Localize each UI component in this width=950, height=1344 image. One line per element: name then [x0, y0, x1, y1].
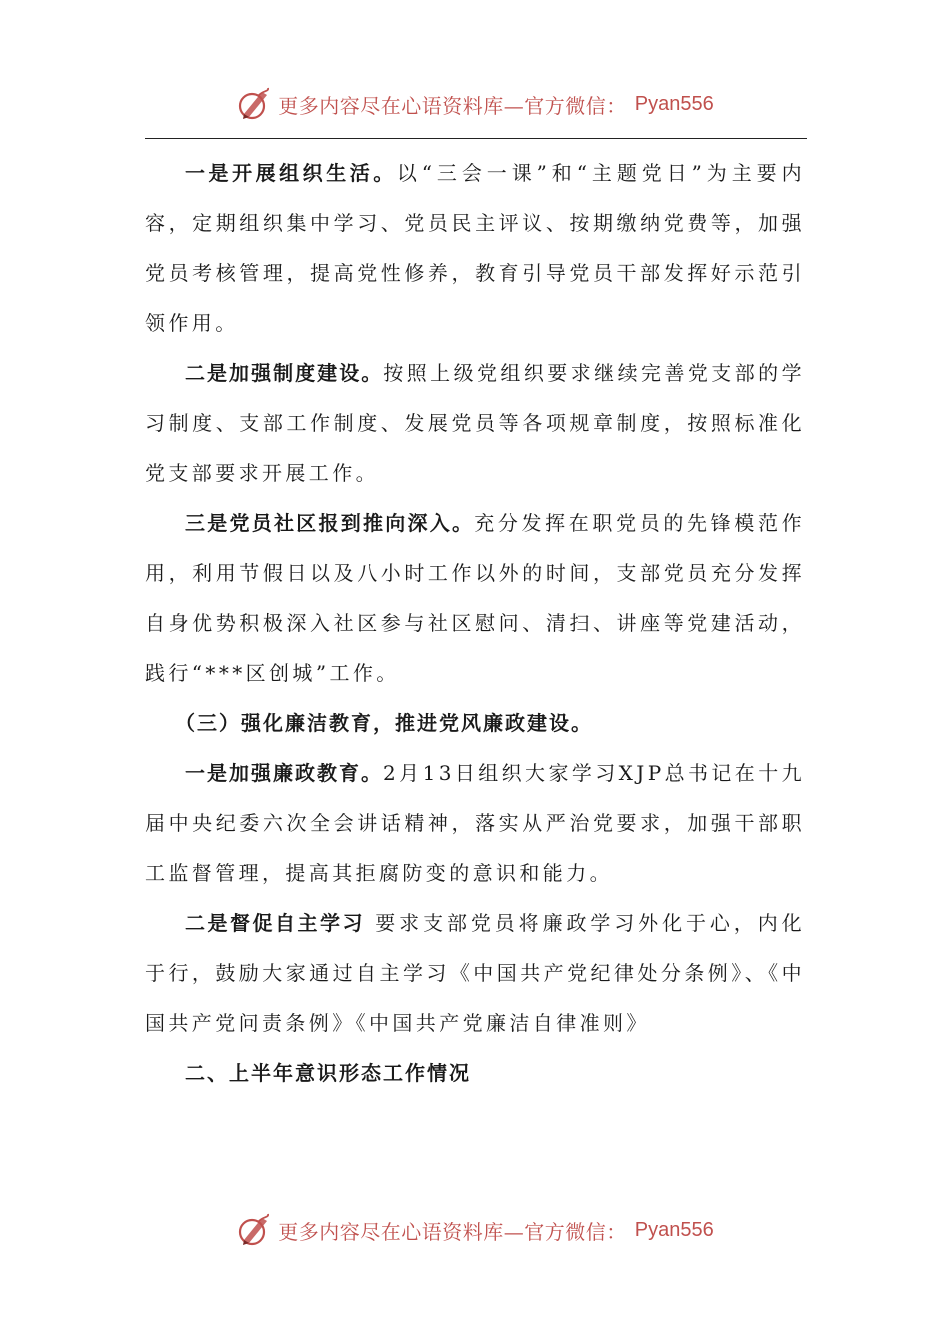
header-divider [145, 138, 807, 139]
paragraph-body: 2月13日组织大家学习XJP总书记在十九届中央纪委六次全会讲话精神，落实从严治党要求，加强干部职工监督管理，提高其拒腐防变的意识和能力。 [145, 761, 806, 885]
paragraph-lead: 二是加强制度建设。 [185, 361, 384, 385]
paragraph-body: 充分发挥在职党员的先锋模范作用，利用节假日以及八小时工作以外的时间，支部党员充分发挥自身优势积极深入社区参与社区慰问、清扫、讲座等党建活动，践行“***区创城”工作。 [145, 511, 805, 685]
pen-nib-logo-icon [236, 86, 272, 122]
header-banner-inner [236, 86, 713, 122]
footer-banner-inner [236, 1212, 713, 1248]
paragraph-self-study [145, 898, 805, 1048]
footer-banner [0, 1210, 950, 1250]
footer-banner-wechat-id: Pyan556 [634, 1218, 714, 1241]
paragraph-lead: 一是加强廉政教育。 [185, 761, 384, 785]
paragraph-system-building [145, 348, 805, 498]
paragraph-organize-life [145, 148, 805, 348]
section-heading-integrity: （三）强化廉洁教育，推进党风廉政建设。 [175, 711, 593, 735]
footer-banner-text: 更多内容尽在心语资料库—官方微信： [278, 1219, 627, 1244]
paragraph-lead: 二是督促自主学习 [185, 911, 366, 935]
pen-nib-logo-icon [236, 1212, 272, 1248]
paragraph-lead: 三是党员社区报到推向深入。 [185, 511, 475, 535]
paragraph-integrity-education [145, 748, 805, 898]
header-banner-wechat-id: Pyan556 [634, 92, 714, 115]
paragraph-body: 以“三会一课”和“主题党日”为主要内容，定期组织集中学习、党员民主评议、按期缴纳党费等，加强党员考核管理，提高党性修养，教育引导党员干部发挥好示范引领作用。 [145, 161, 805, 335]
document-body [145, 148, 805, 1098]
section-heading-ideology: 二、上半年意识形态工作情况 [185, 1061, 471, 1085]
paragraph-body: 要求支部党员将廉政学习外化于心，内化于行，鼓励大家通过自主学习《中国共产党纪律处分条例》、《中国共产党问责条例》《中国共产党廉洁自律准则》 [145, 911, 805, 1035]
paragraph-body: 按照上级党组织要求继续完善党支部的学习制度、支部工作制度、发展党员等各项规章制度，按照标准化党支部要求开展工作。 [145, 361, 806, 485]
paragraph-lead: 一是开展组织生活。 [185, 161, 397, 185]
header-banner [0, 84, 950, 124]
paragraph-community-report [145, 498, 805, 698]
header-banner-text: 更多内容尽在心语资料库—官方微信： [278, 93, 627, 118]
